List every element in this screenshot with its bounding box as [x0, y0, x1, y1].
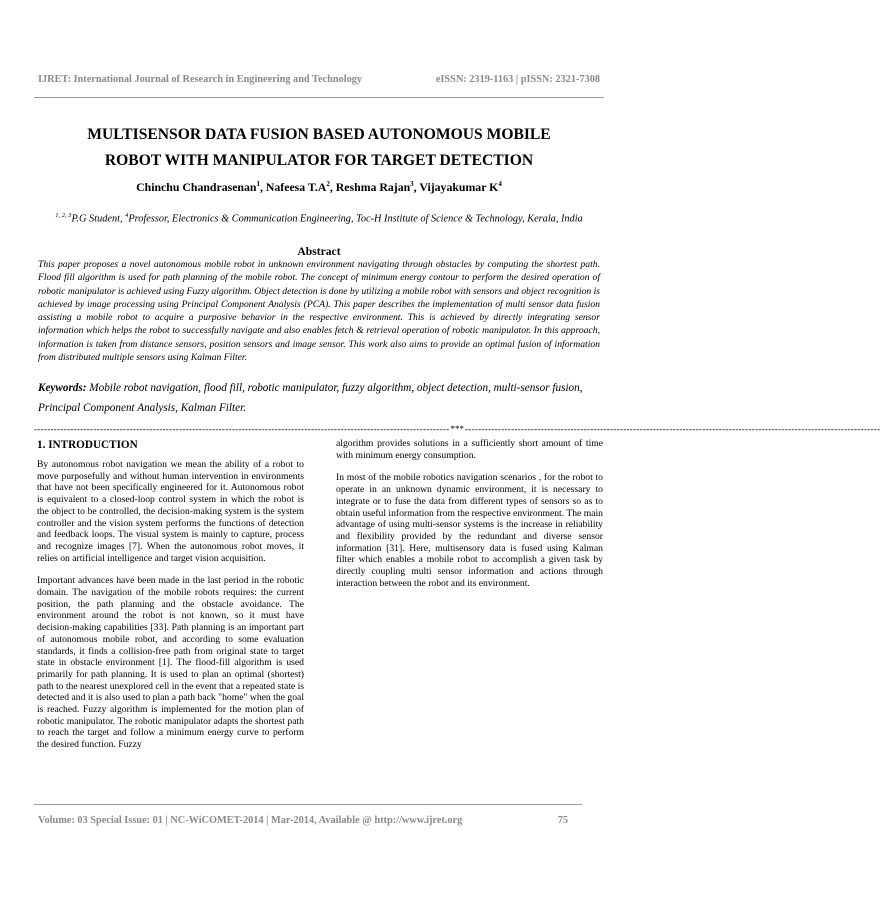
affiliation — [40, 208, 598, 226]
running-footer — [38, 815, 568, 826]
page-number: 75 — [557, 815, 568, 826]
paragraph: algorithm provides solutions in a sufficiently short amount of time with minimum energy consumption. — [336, 438, 603, 461]
author-sup: 1 — [256, 180, 260, 189]
keywords-text: Mobile robot navigation, flood fill, robotic manipulator, fuzzy algorithm, object detection, multi-sensor fusion, Principal Component Analysis, Kalman Filter. — [38, 382, 583, 414]
author-sup: 3 — [410, 180, 414, 189]
right-column — [336, 438, 603, 600]
author-sup: 2 — [326, 180, 330, 189]
paragraph: By autonomous robot navigation we mean the ability of a robot to move purposefully and without human intervention in environments that have not been specifically engineered for it. Autonomous robot is equivalent to a closed-loop control system in which the robot is the object to be controlled, the decision-making system is the system controller and the vision system performs the functions of detection and feedback loops. The visual system is mainly to capture, process and recognize images [7]. When the autonomous robot moves, it relies on artificial intelligence and target vision acquisition. — [37, 459, 304, 564]
keywords — [38, 379, 600, 418]
paragraph: In most of the mobile robotics navigation scenarios , for the robot to operate in an unknown dynamic environment, it is necessary to integrate or to fuse the data from different types of sensors so as to obtain useful information from the respective environment. The main advantage of using multi-sensor systems is the increase in reliability and flexibility provided by the redundant and diverse sensor information [31]. Here, multisensory data is fused using Kalman filter which enables a mobile robot to accomplish a given task by directly coupling multi sensor information and actions through interaction between the robot and its environment. — [336, 472, 603, 589]
affiliation-text: P.G Student, — [71, 213, 126, 225]
footer-citation: Volume: 03 Special Issue: 01 | NC-WiCOMET-2014 | Mar-2014, Available @ http://www.ijret.org — [38, 815, 463, 826]
section-separator — [34, 424, 880, 434]
left-column — [37, 438, 304, 762]
author-sup: 4 — [498, 180, 502, 189]
title-line-2: ROBOT WITH MANIPULATOR FOR TARGET DETECTION — [104, 152, 534, 169]
keywords-label: Keywords: — [38, 382, 87, 394]
abstract-text: This paper proposes a novel autonomous mobile robot in unknown environment navigating through obstacles by computing the shortest path. Flood fill algorithm is used for path planning of the mobile robot. The concept of minimum energy contour to perform the desired operation of robotic manipulator is achieved using Fuzzy algorithm. Object detection is done by utilizing a mobile robot with sensors and object recognition is achieved by image processing using Principal Component Analysis (PCA). This paper describes the implementation of multi sensor data fusion assisting a mobile robot to acquire a purposive behavior in the respective environment. This is achieved by directly integrating sensor information which helps the robot to successfully navigate and also enables fetch & retrieval operation of robotic manipulator. In this approach, information is taken from distance sensors, position sensors and image sensor. This work also aims to provide an optimal fusion of information from distributed multiple sensors using Kalman Filter. — [38, 259, 600, 364]
author-name: Nafeesa T.A — [265, 180, 327, 194]
author-list: Chinchu Chandrasenan$^1$, Nafeesa $T.A^2$, Reshma Rajan$^3$, Vijayakumar $K^4$ — [136, 180, 502, 194]
issn: eISSN: 2319-1163 | pISSN: 2321-7308 — [435, 74, 600, 85]
author-name: Chinchu Chandrasenan — [136, 180, 257, 194]
title-line-1: MULTISENSOR DATA FUSION BASED AUTONOMOUS MOBILE — [87, 126, 551, 143]
separator-stars: *** — [450, 424, 464, 434]
paper-title — [40, 122, 598, 174]
author-name: Vijayakumar K — [419, 180, 499, 194]
separator-dashes: ------------------------------------------------------------------------------------------------------------------------------ — [34, 424, 450, 434]
affiliation-sup: 4 — [125, 212, 129, 219]
footer-rule — [34, 804, 582, 805]
abstract-heading: Abstract — [297, 245, 341, 258]
affiliation-sup: 1, 2, 3 — [55, 212, 72, 219]
author-name: Reshma Rajan — [335, 180, 411, 194]
header-rule — [34, 97, 604, 98]
running-header — [38, 74, 600, 85]
affiliation-text: Professor, Electronics & Communication Engineering, Toc-H Institute of Science & Technology, Kerala, India — [128, 213, 583, 225]
paragraph: Important advances have been made in the last period in the robotic domain. The navigation of the mobile robots requires: the current position, the path planning and the obstacle avoidance. The environment around the robot is not known, so it must have decision-making capabilities [33]. Path planning is an important part of autonomous mobile robot, and according to some evaluation standards, it finds a collision-free path from original state to target state in obstacle environment [1]. The flood-fill algorithm is used primarily for path planning. It is used to plan an optimal (shortest) path to the nearest unexplored cell in the event that a repeated state is detected and it is also used to plan a path back "home" when the goal is reached. Fuzzy algorithm is implemented for the motion plan of robotic manipulator. The robotic manipulator adapts the shortest path to reach the target and follow a minimum energy curve to perform the desired function. Fuzzy — [37, 575, 304, 751]
separator-dashes: ------------------------------------------------------------------------------------------------------------------------------ — [464, 424, 880, 434]
section-heading: 1. INTRODUCTION — [37, 439, 138, 451]
journal-name: IJRET: International Journal of Research in Engineering and Technology — [38, 74, 363, 85]
